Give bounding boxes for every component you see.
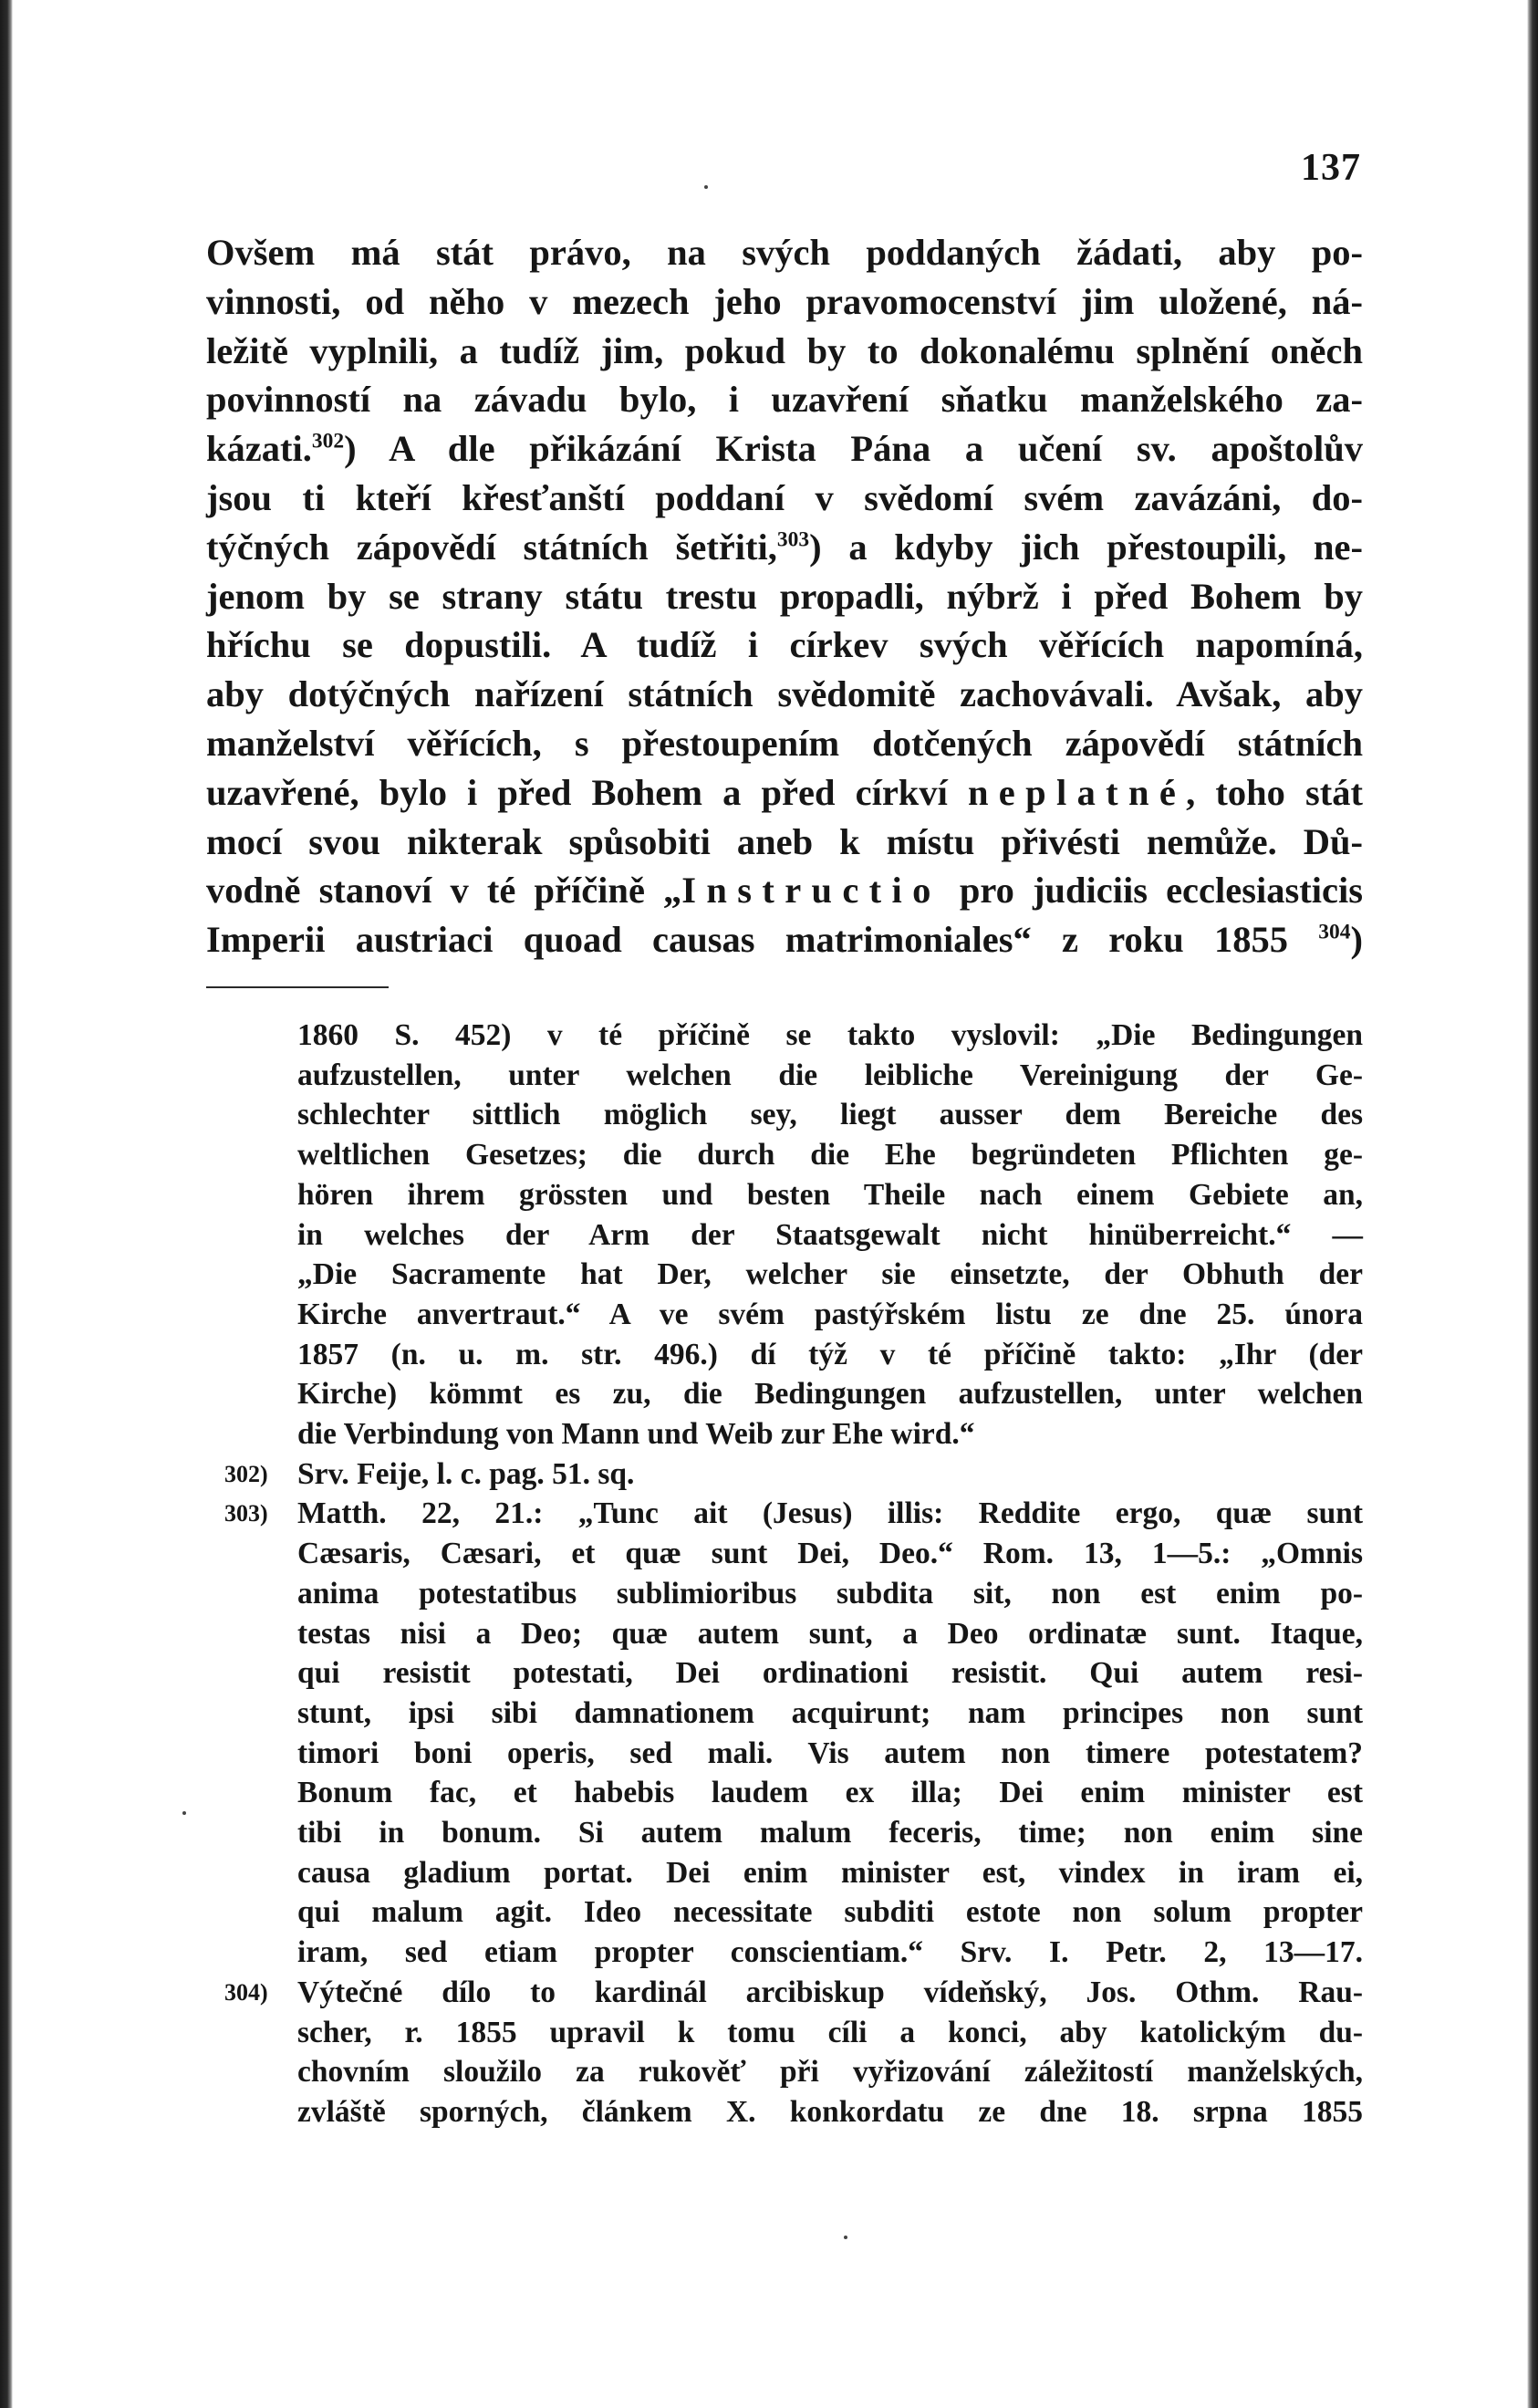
footnote-line: in welches der Arm der Staatsgewalt nicht hinüberreicht.“ — (297, 1217, 1363, 1252)
page-number: 137 (1301, 147, 1361, 189)
footnote-line: die Verbindung von Mann und Weib zur Ehe wird.“ (297, 1417, 975, 1452)
footnote-number: 304) (224, 1978, 268, 2006)
footnote-line: scher, r. 1855 upravil k tomu cíli a konci, aby katolickým du- (297, 2015, 1363, 2049)
text-segment: uzavřené, bylo i před Bohem a před církví (206, 771, 968, 813)
footnote-line: chovním sloužilo za rukověť při vyřizování záležitostí manželských, (297, 2055, 1363, 2090)
footnote-302 (206, 1454, 1363, 1495)
text-line: manželství věřících, s přestoupením dotčených zápovědí státních (206, 722, 1363, 764)
text-segment: kázati. (206, 428, 312, 470)
scan-speck (182, 1811, 186, 1815)
scan-edge-left (0, 0, 13, 2408)
footnote-number: 303) (224, 1500, 268, 1527)
text-segment: ) (1350, 919, 1363, 961)
footnote-line: iram, sed etiam propter conscientiam.“ Srv. I. Petr. 2, 13—17. (297, 1935, 1363, 1970)
footnote-line: zvláště sporných, článkem X. konkordatu ze dne 18. srpna 1855 (297, 2094, 1363, 2129)
footnotes (206, 1016, 1363, 2132)
emphasis-spaced: Instructio (681, 870, 941, 912)
footnote-line: weltlichen Gesetzes; die durch die Ehe begründeten Pflichten ge- (297, 1138, 1363, 1173)
text-line: aby dotýčných nařízení státních svědomitě zachovávali. Avšak, aby (206, 673, 1363, 715)
footnote-line: Bonum fac, et habebis laudem ex illa; Dei enim minister est (297, 1776, 1363, 1810)
footnote-line: Srv. Feije, l. c. pag. 51. sq. (297, 1456, 635, 1491)
emphasis-spaced: neplatné (967, 771, 1187, 813)
text-line (206, 523, 1363, 572)
text-segment: ) A dle přikázání Krista Pána a učení sv. apoštolův (344, 428, 1363, 470)
text-segment: vodně stanoví v té příčině „ (206, 870, 682, 912)
footnote-line: Matth. 22, 21.: „Tunc ait (Jesus) illis: Reddite ergo, quæ sunt (297, 1496, 1363, 1531)
text-line (206, 866, 1363, 915)
text-line: povinností na závadu bylo, i uzavření sňatku manželského za- (206, 379, 1363, 421)
footnote-line: tibi in bonum. Si autem malum feceris, time; non enim sine (297, 1816, 1363, 1850)
text-line: vinnosti, od něho v mezech jeho pravomocenství jim uložené, ná- (206, 280, 1363, 322)
footnote-line: hören ihrem grössten und besten Theile nach einem Gebiete an, (297, 1177, 1363, 1212)
footnote-line: aufzustellen, unter welchen die leibliche Vereinigung der Ge- (297, 1058, 1363, 1092)
footnote-ref-302: 302 (311, 429, 345, 453)
text-line: hříchu se dopustili. A tudíž i církev svých věřících napomíná, (206, 624, 1363, 666)
footnote-303 (206, 1494, 1363, 1972)
footnote-line: 1860 S. 452) v té příčině se takto vyslovil: „Die Bedingungen (297, 1018, 1363, 1052)
text-line: jenom by se strany státu trestu propadli, nýbrž i před Bohem by (206, 575, 1363, 617)
footnote-line: timori boni operis, sed mali. Vis autem non timere potestatem? (297, 1736, 1363, 1770)
footnote-ref-304: 304 (1318, 920, 1351, 944)
text-line: jsou ti kteří křesťanští poddaní v svědomí svém zavázáni, do- (206, 476, 1363, 518)
text-line: Ovšem má stát právo, na svých poddaných žádati, aby po- (206, 232, 1363, 273)
text-line (206, 915, 1363, 964)
footnote-line: Kirche) kömmt es zu, die Bedingungen aufzustellen, unter welchen (297, 1377, 1363, 1412)
footnote-line: qui resistit potestati, Dei ordinationi resistit. Qui autem resi- (297, 1656, 1363, 1691)
footnote-line: „Die Sacramente hat Der, welcher sie einsetzte, der Obhuth der (297, 1257, 1363, 1292)
footnote-continuation (206, 1016, 1363, 1454)
scan-edge-right (1527, 0, 1538, 2408)
text-segment: týčných zápovědí státních šetřiti, (206, 526, 777, 568)
footnote-line: Výtečné dílo to kardinál arcibiskup vídeňský, Jos. Othm. Rau- (297, 1975, 1363, 2009)
text-line (206, 768, 1363, 818)
footnote-line: causa gladium portat. Dei enim minister est, vindex in iram ei, (297, 1855, 1363, 1890)
footnote-line: stunt, ipsi sibi damnationem acquirunt; nam principes non sunt (297, 1695, 1363, 1730)
footnote-line: 1857 (n. u. m. str. 496.) dí týž v té příčině takto: „Ihr (der (297, 1337, 1363, 1371)
footnote-number: 302) (224, 1460, 268, 1487)
footnote-line: qui malum agit. Ideo necessitate subditi estote non solum propter (297, 1895, 1363, 1930)
main-paragraph (206, 228, 1363, 964)
footnote-separator (206, 986, 389, 988)
footnote-line: Kirche anvertraut.“ A ve svém pastýřském listu ze dne 25. února (297, 1297, 1363, 1331)
footnote-line: anima potestatibus sublimioribus subdita sit, non est enim po- (297, 1576, 1363, 1611)
text-segment: Imperii austriaci quoad causas matrimoniales“ z roku 1855 (206, 919, 1319, 961)
text-segment: , toho stát (1186, 771, 1364, 813)
footnote-line: schlechter sittlich möglich sey, liegt ausser dem Bereiche des (297, 1098, 1363, 1132)
footnote-line: testas nisi a Deo; quæ autem sunt, a Deo ordinatæ sunt. Itaque, (297, 1616, 1363, 1651)
footnote-ref-303: 303 (776, 527, 810, 552)
text-segment: pro judiciis ecclesiasticis (940, 870, 1363, 912)
scan-speck (844, 2236, 847, 2239)
text-line (206, 424, 1363, 474)
scan-speck (704, 185, 708, 189)
footnote-304 (206, 1973, 1363, 2132)
footnote-line: Cæsaris, Cæsari, et quæ sunt Dei, Deo.“ Rom. 13, 1—5.: „Omnis (297, 1537, 1363, 1571)
text-line: mocí svou nikterak spůsobiti aneb k místu přivésti nemůže. Dů- (206, 820, 1363, 862)
text-segment: ) a kdyby jich přestoupili, ne- (809, 526, 1363, 568)
text-line: ležitě vyplnili, a tudíž jim, pokud by to dokonalému splnění oněch (206, 329, 1363, 371)
